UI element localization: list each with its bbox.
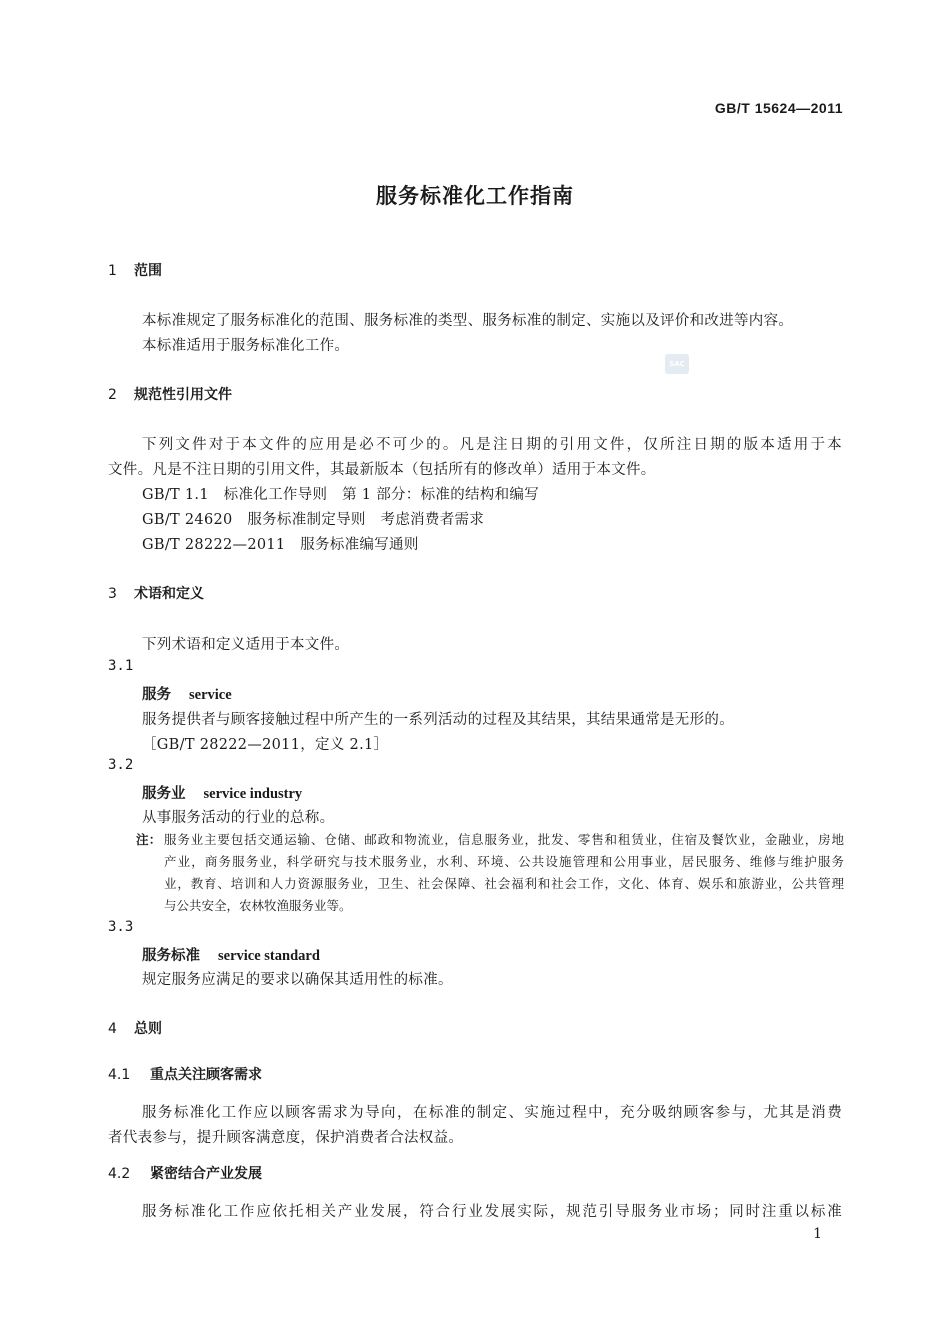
section-number: 4.2 xyxy=(108,1166,131,1182)
reference-item: GB/T 24620 服务标准制定导则 考虑消费者需求 xyxy=(142,512,485,528)
note-line: 与公共安全，农林牧渔服务业等。 xyxy=(164,898,352,913)
term-en: service industry xyxy=(203,786,303,802)
paragraph-line: 下列文件对于本文件的应用是必不可少的。凡是注日期的引用文件，仅所注日期的版本适用于本 xyxy=(142,437,842,453)
paragraph-line: 服务标准化工作应依托相关产业发展，符合行业发展实际，规范引导服务业市场；同时注重以标准 xyxy=(142,1204,842,1220)
subsection-4-1-heading xyxy=(108,1064,262,1084)
page-number: 1 xyxy=(813,1226,822,1242)
section-title: 规范性引用文件 xyxy=(134,387,232,403)
section-title: 总则 xyxy=(134,1021,162,1037)
note-line: 业，教育、培训和人力资源服务业，卫生、社会保障、社会福利和社会工作，文化、体育、娱乐和旅游业，公共管理 xyxy=(164,876,844,891)
note-label: 注： xyxy=(136,832,162,847)
section-number: 3 xyxy=(108,586,117,602)
term-definition: 从事服务活动的行业的总称。 xyxy=(142,810,335,826)
paragraph: 下列术语和定义适用于本文件。 xyxy=(142,637,350,653)
section-3-heading xyxy=(108,583,204,603)
paragraph-line: 文件。凡是不注日期的引用文件，其最新版本（包括所有的修改单）适用于本文件。 xyxy=(108,462,656,478)
section-title: 术语和定义 xyxy=(134,586,204,602)
section-2-heading xyxy=(108,384,232,404)
reference-item: GB/T 28222—2011 服务标准编写通则 xyxy=(142,537,419,553)
paragraph-line: 服务标准化工作应以顾客需求为导向，在标准的制定、实施过程中，充分吸纳顾客参与，尤其是消费 xyxy=(142,1105,842,1121)
term-heading xyxy=(142,782,302,803)
subsection-4-2-heading xyxy=(108,1163,262,1183)
term-source: ［GB/T 28222—2011，定义 2.1］ xyxy=(142,737,389,753)
term-en: service xyxy=(189,687,232,703)
term-heading xyxy=(142,944,320,965)
section-number: 4.1 xyxy=(108,1067,131,1083)
section-title: 重点关注顾客需求 xyxy=(150,1067,262,1083)
paragraph-line: 者代表参与，提升顾客满意度，保护消费者合法权益。 xyxy=(108,1130,464,1146)
sac-watermark-logo: SAC xyxy=(665,354,689,374)
standard-number: GB/T 15624—2011 xyxy=(714,100,843,116)
term-zh: 服务 xyxy=(142,687,171,703)
term-zh: 服务业 xyxy=(142,786,186,802)
note-line: 产业，商务服务业，科学研究与技术服务业，水利、环境、公共设施管理和公用事业，居民服务、维修与维护服务 xyxy=(164,854,844,869)
reference-item: GB/T 1.1 标准化工作导则 第 1 部分：标准的结构和编写 xyxy=(142,487,540,503)
paragraph: 本标准适用于服务标准化工作。 xyxy=(142,338,350,354)
term-definition: 服务提供者与顾客接触过程中所产生的一系列活动的过程及其结果，其结果通常是无形的。 xyxy=(142,712,734,728)
section-1-heading xyxy=(108,260,162,280)
term-definition: 规定服务应满足的要求以确保其适用性的标准。 xyxy=(142,972,453,988)
document-title: 服务标准化工作指南 xyxy=(376,184,574,208)
paragraph: 本标准规定了服务标准化的范围、服务标准的类型、服务标准的制定、实施以及评价和改进等内容。 xyxy=(142,313,794,329)
term-en: service standard xyxy=(218,948,320,964)
section-title: 范围 xyxy=(134,263,162,279)
section-number: 1 xyxy=(108,263,117,279)
term-zh: 服务标准 xyxy=(142,948,200,964)
term-number: 3.3 xyxy=(108,919,134,935)
section-number: 4 xyxy=(108,1021,117,1037)
term-number: 3.2 xyxy=(108,757,134,773)
section-4-heading xyxy=(108,1018,162,1038)
note-line: 服务业主要包括交通运输、仓储、邮政和物流业，信息服务业，批发、零售和租赁业，住宿及餐饮业，金融业，房地 xyxy=(164,832,844,847)
section-number: 2 xyxy=(108,387,117,403)
term-heading xyxy=(142,683,232,704)
section-title: 紧密结合产业发展 xyxy=(150,1166,262,1182)
term-number: 3.1 xyxy=(108,658,134,674)
